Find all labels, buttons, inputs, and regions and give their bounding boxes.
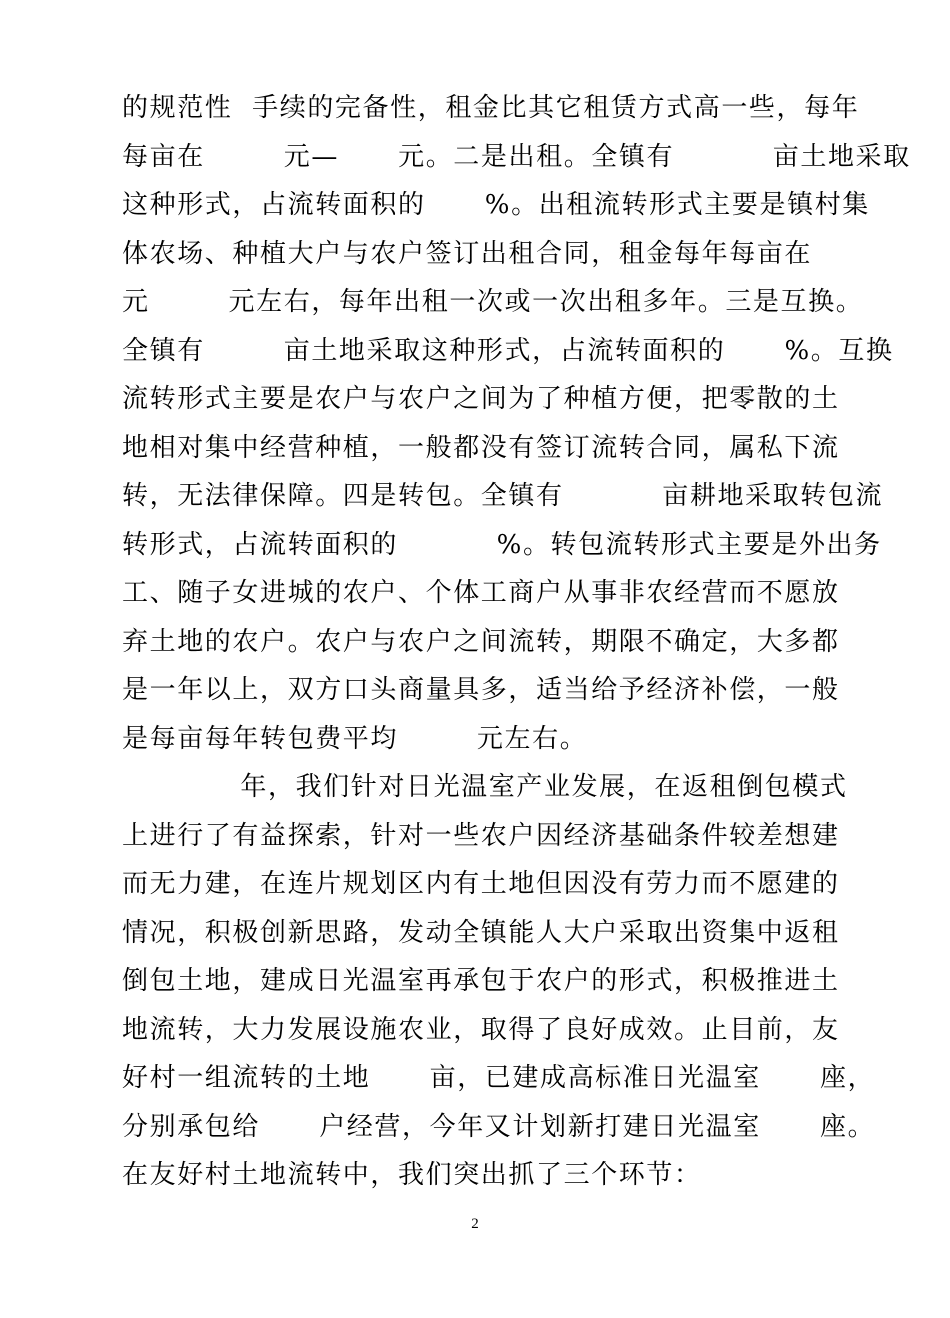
text-line: 倒包土地，建成日光温室再承包于农户的形式，积极推进土 (122, 966, 840, 996)
text-line: 体农场、种植大户与农户签订出租合同，租金每年每亩在 (122, 238, 813, 269)
text-line: 转形式，占流转面积的 %。转包流转形式主要是外出务 (122, 529, 882, 560)
text-line: 每亩在 元— 元。二是出租。全镇有 亩土地采取 (122, 141, 911, 172)
text-line: 分别承包给 户经营，今年又计划新打建日光温室 座。 (122, 1111, 876, 1142)
page-number: 2 (471, 1216, 479, 1232)
text-line: 上进行了有益探索，针对一些农户因经济基础条件较差想建 (122, 820, 840, 851)
text-line: 转，无法律保障。四是转包。全镇有 亩耕地采取转包流 (122, 481, 884, 511)
body-text (122, 84, 911, 1200)
text-line: 在友好村土地流转中，我们突出抓了三个环节： (122, 1160, 702, 1190)
text-line: 年，我们针对日光温室产业发展，在返租倒包模式 (122, 772, 848, 802)
text-line: 地相对集中经营种植，一般都没有签订流转合同，属私下流 (122, 432, 840, 463)
text-line: 工、随子女进城的农户、个体工商户从事非农经营而不愿放 (122, 578, 840, 608)
text-line: 全镇有 亩土地采取这种形式，占流转面积的 %。互换 (122, 335, 894, 366)
text-line: 弃土地的农户。农户与农户之间流转，期限不确定，大多都 (122, 626, 840, 657)
text-line: 的规范性 手续的完备性，租金比其它租赁方式高一些，每年 (122, 93, 860, 123)
text-line: 是一年以上，双方口头商量具多，适当给予经济补偿，一般 (122, 675, 840, 705)
text-line: 流转形式主要是农户与农户之间为了种植方便，把零散的土 (122, 384, 840, 414)
text-line: 情况，积极创新思路，发动全镇能人大户采取出资集中返租 (122, 917, 840, 948)
text-line: 好村一组流转的土地 亩，已建成高标准日光温室 座， (122, 1063, 876, 1093)
text-line: 是每亩每年转包费平均 元左右。 (122, 723, 588, 754)
text-line: 元 元左右，每年出租一次或一次出租多年。三是互换。 (122, 287, 864, 317)
text-line: 而无力建，在连片规划区内有土地但因没有劳力而不愿建的 (122, 869, 840, 899)
text-line: 地流转，大力发展设施农业，取得了良好成效。止目前，友 (122, 1014, 840, 1045)
text-line: 这种形式，占流转面积的 %。出租流转形式主要是镇村集 (122, 190, 870, 220)
